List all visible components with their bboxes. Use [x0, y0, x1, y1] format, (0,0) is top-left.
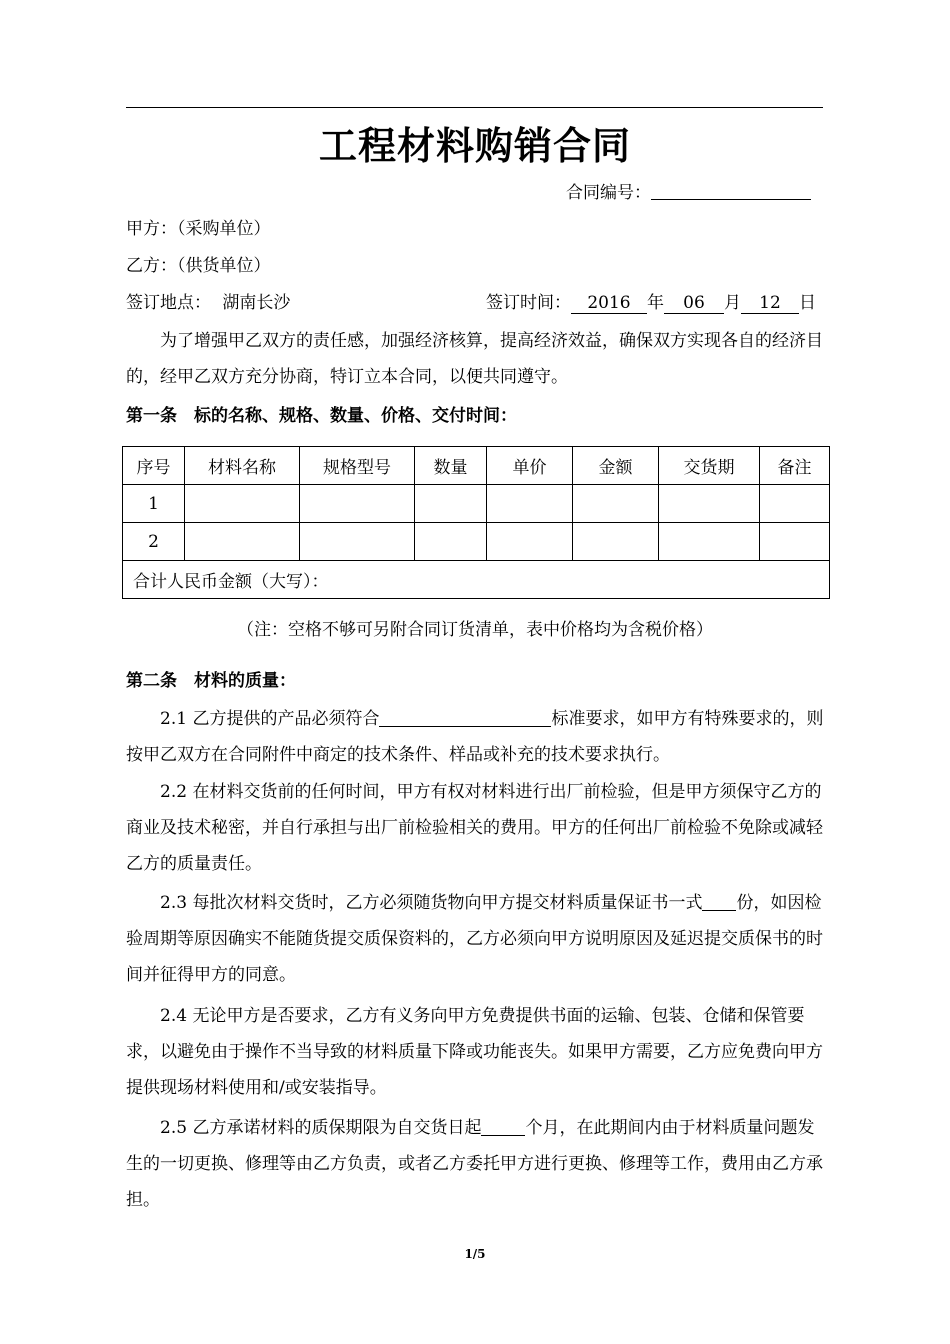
table-cell[interactable] [415, 523, 487, 561]
table-cell[interactable] [415, 485, 487, 523]
signing-year: 2016 [571, 293, 647, 314]
table-cell[interactable] [300, 485, 415, 523]
clause-2-3-pre: 2.3 每批次材料交货时，乙方必须随货物向甲方提交材料质量保证书一式 [160, 893, 703, 913]
table-cell[interactable] [185, 523, 300, 561]
contract-number-row [566, 181, 811, 205]
table-cell[interactable] [300, 523, 415, 561]
col-header: 单价 [487, 447, 573, 485]
col-header: 材料名称 [185, 447, 300, 485]
table-cell[interactable] [487, 485, 573, 523]
clause-2-2 [126, 774, 826, 882]
col-header: 交货期 [659, 447, 760, 485]
copies-blank [702, 892, 736, 911]
col-header: 数量 [415, 447, 487, 485]
article-1-heading: 第一条 标的名称、规格、数量、价格、交付时间： [126, 406, 517, 426]
table-header-row [123, 447, 830, 485]
clause-2-5-pre: 2.5 乙方承诺材料的质保期限为自交货日起 [160, 1118, 482, 1138]
row-index: 2 [123, 523, 185, 561]
table-note: （注：空格不够可另附合同订货清单，表中价格均为含税价格） [237, 620, 713, 640]
warranty-months-blank [481, 1117, 525, 1136]
clause-2-2-text: 2.2 在材料交货前的任何时间，甲方有权对材料进行出厂前检验，但是甲方须保守乙方的商业及技术秘密，并自行承担与出厂前检验相关的费用。甲方的任何出厂前检验不免除或减轻乙方的质量责任。 [126, 782, 823, 874]
signing-place-label: 签订地点： [126, 293, 211, 313]
party-b: 乙方：（供货单位） [126, 256, 271, 276]
clause-2-3 [126, 885, 826, 993]
clause-2-3-post: 份，如因检验周期等原因确实不能随货提交质保资料的，乙方必须向甲方说明原因及延迟提交质保书的时间并征得甲方的同意。 [126, 893, 823, 985]
intro-text: 为了增强甲乙双方的责任感，加强经济核算，提高经济效益，确保双方实现各自的经济目的，经甲乙双方充分协商，特订立本合同，以便共同遵守。 [126, 331, 823, 387]
contract-number-label: 合同编号： [566, 183, 651, 203]
header-rule [126, 107, 823, 108]
table-cell[interactable] [760, 485, 830, 523]
intro-paragraph [126, 323, 826, 395]
table-row [123, 485, 830, 523]
year-unit: 年 [647, 293, 664, 313]
signing-place-value: 湖南长沙 [222, 293, 291, 313]
clause-2-1-post: 标准要求，如甲方有特殊要求的，则按甲乙双方在合同附件中商定的技术条件、样品或补充的技术要求执行。 [126, 709, 824, 765]
page-number: 1/5 [464, 1247, 486, 1261]
clause-2-5-post: 个月，在此期间内由于材料质量问题发生的一切更换、修理等由乙方负责，或者乙方委托甲方进行更换、修理等工作，费用由乙方承担。 [126, 1118, 823, 1210]
col-header: 规格型号 [300, 447, 415, 485]
standard-blank [379, 708, 551, 727]
signing-month: 06 [664, 293, 724, 314]
col-header: 备注 [760, 447, 830, 485]
materials-table [122, 446, 830, 599]
table-cell[interactable] [487, 523, 573, 561]
table-cell[interactable] [573, 485, 659, 523]
table-row [123, 523, 830, 561]
signing-time-row [486, 291, 816, 315]
month-unit: 月 [724, 293, 741, 313]
clause-2-4-text: 2.4 无论甲方是否要求，乙方有义务向甲方免费提供书面的运输、包装、仓储和保管要求，以避免由于操作不当导致的材料质量下降或功能丧失。如果甲方需要，乙方应免费向甲方提供现场材料使用和/或安装指导。 [126, 1006, 823, 1098]
clause-2-5 [126, 1110, 826, 1218]
table-cell[interactable] [573, 523, 659, 561]
party-a: 甲方：（采购单位） [126, 219, 271, 239]
clause-2-4 [126, 998, 826, 1106]
contract-number-blank [651, 181, 811, 200]
clause-2-1 [126, 701, 826, 773]
table-cell[interactable] [659, 523, 760, 561]
table-cell[interactable] [659, 485, 760, 523]
signing-day: 12 [741, 293, 799, 314]
signing-place-row [126, 291, 290, 315]
table-cell[interactable] [185, 485, 300, 523]
signing-time-label: 签订时间： [486, 293, 571, 313]
contract-title: 工程材料购销合同 [318, 123, 631, 168]
total-amount-label: 合计人民币金额（大写）： [123, 561, 830, 599]
col-header: 序号 [123, 447, 185, 485]
col-header: 金额 [573, 447, 659, 485]
article-2-heading: 第二条 材料的质量： [126, 671, 296, 691]
row-index: 1 [123, 485, 185, 523]
table-total-row [123, 561, 830, 599]
table-cell[interactable] [760, 523, 830, 561]
clause-2-1-pre: 2.1 乙方提供的产品必须符合 [160, 709, 380, 729]
day-unit: 日 [799, 293, 816, 313]
